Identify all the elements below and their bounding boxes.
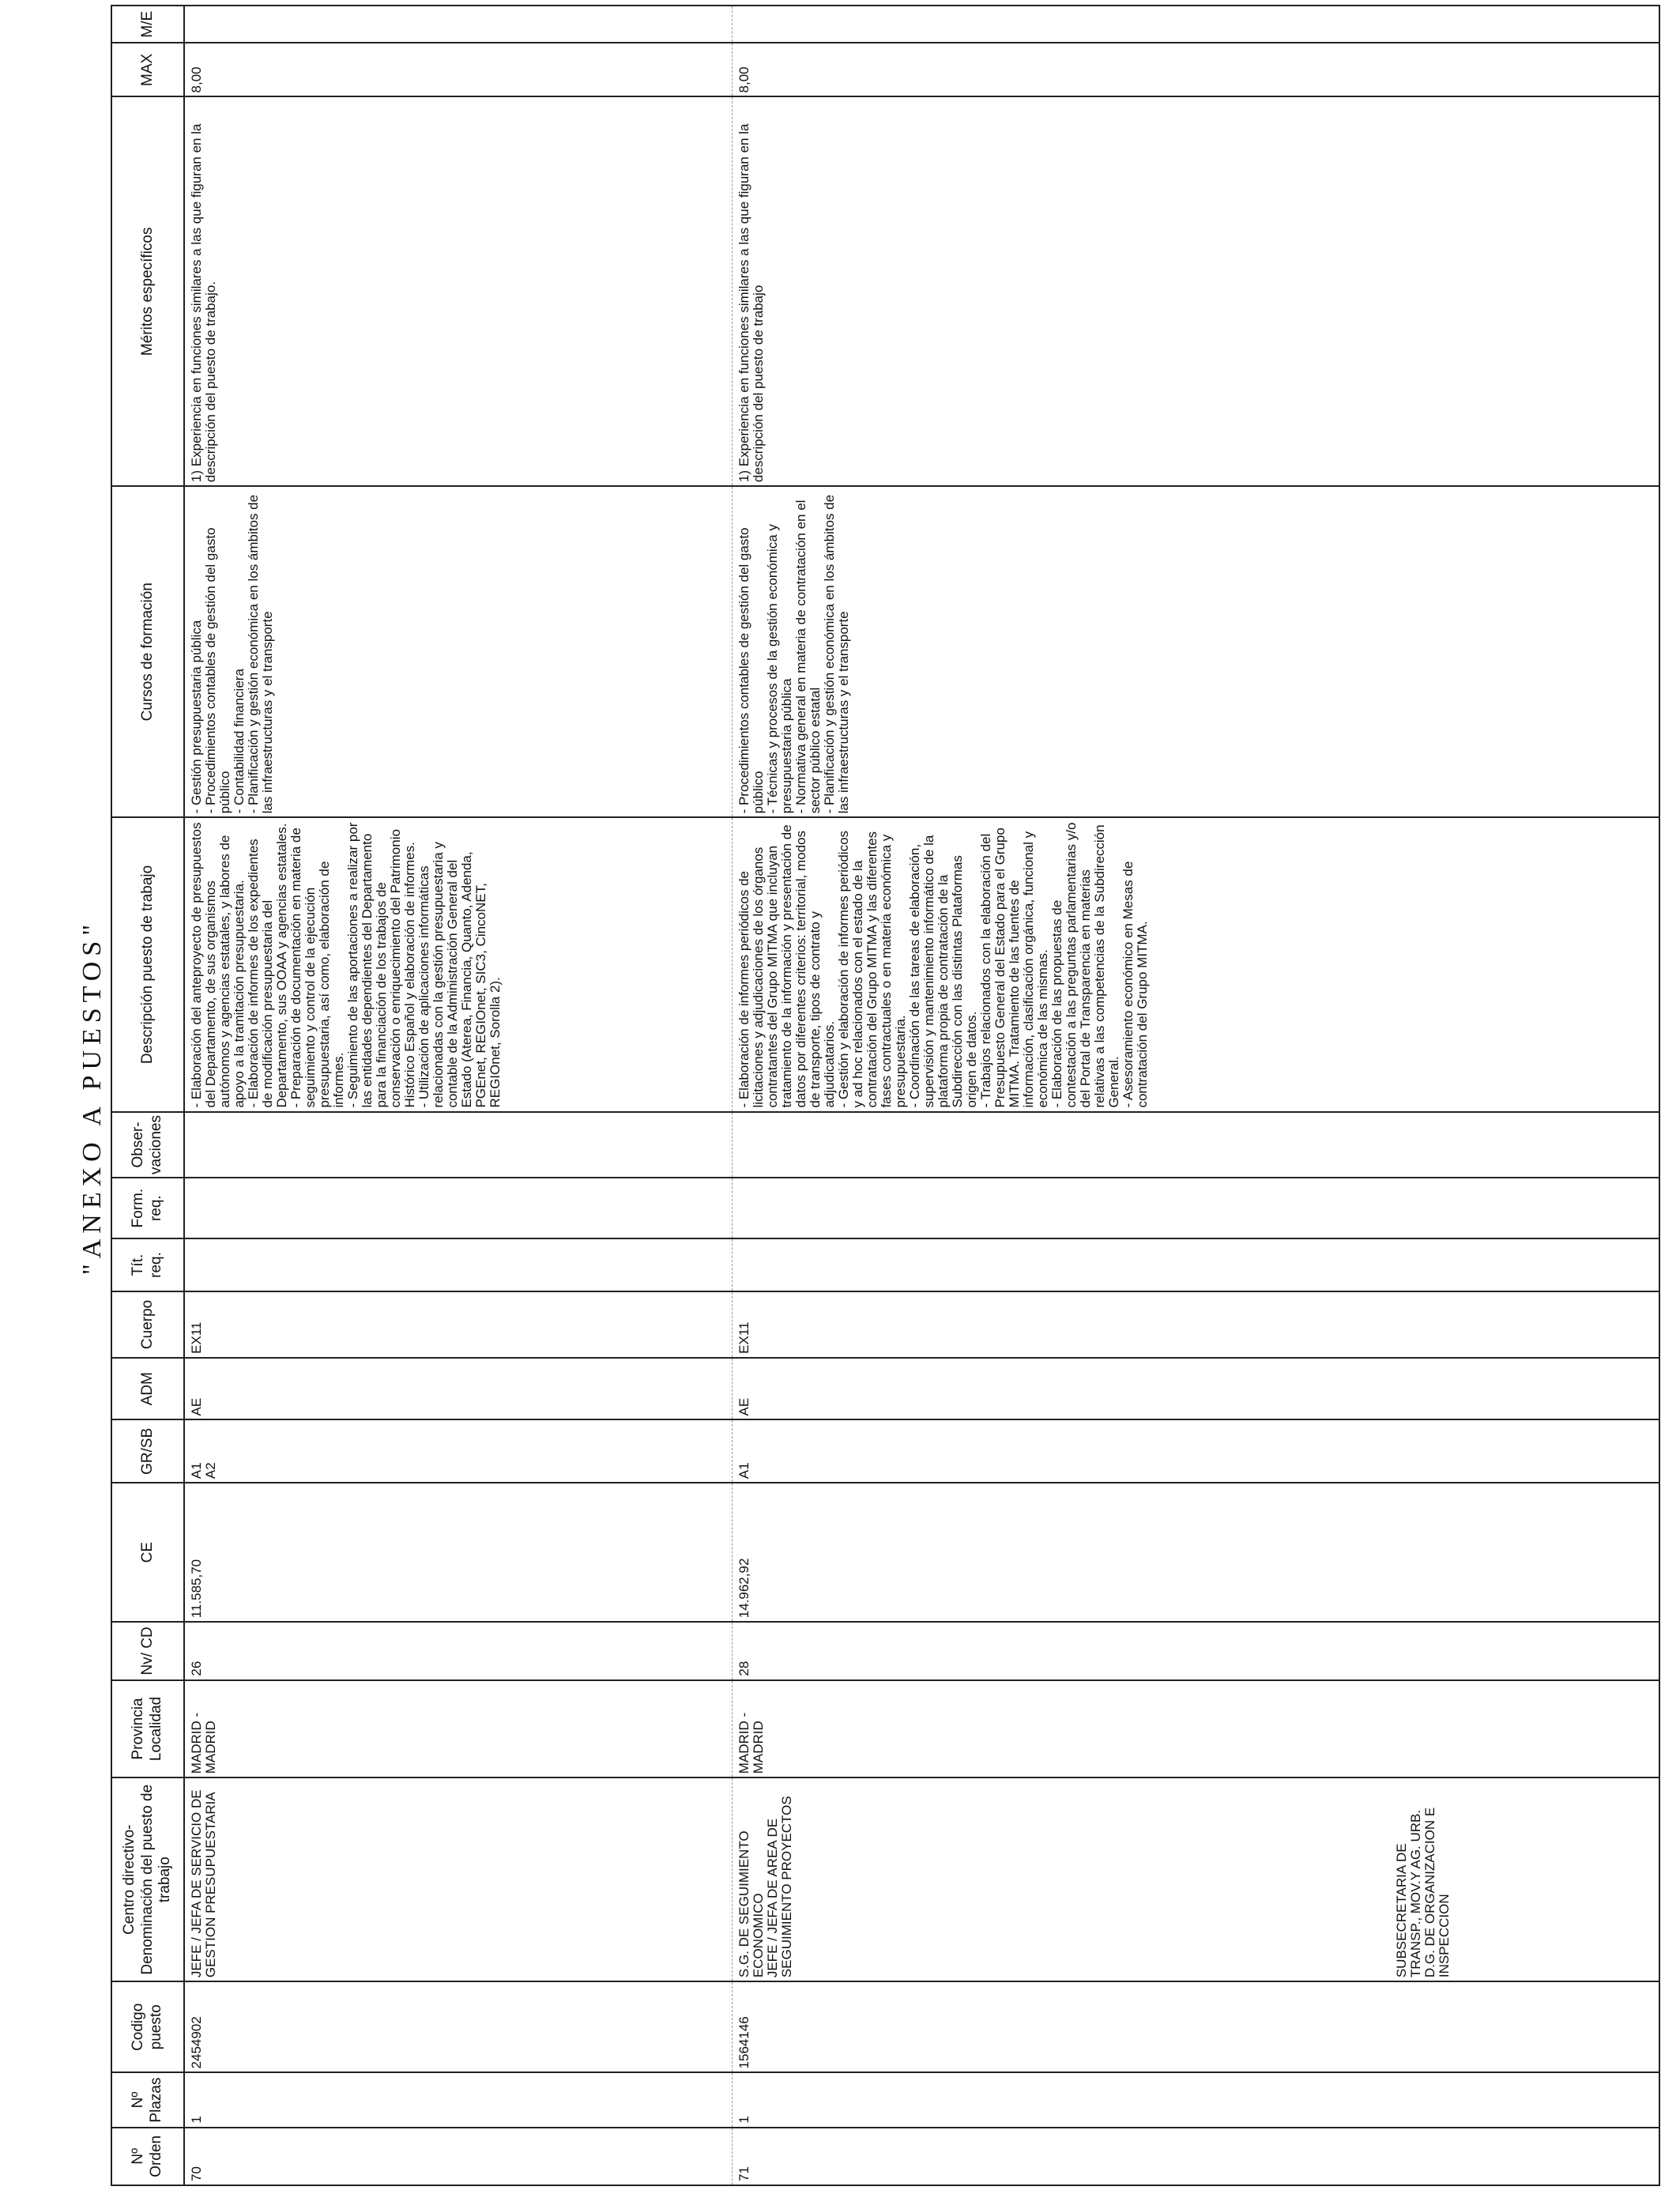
cell-codigo: 1564146 [733, 1981, 1660, 2072]
header-plazas: Nº Plazas [111, 2072, 184, 2127]
cell-nivel: 28 [733, 1622, 1660, 1679]
cell-form [733, 1178, 1660, 1238]
cell-meritos: 1) Experiencia en funciones similares a las que figuran en la descripción del puesto de trabajo [733, 96, 1660, 486]
header-tit: Tít. req. [111, 1238, 184, 1291]
table-header-row [111, 6, 184, 2185]
cell-centro: JEFE / JEFA DE SERVICIO DE GESTION PRESUPUESTARIA [184, 1777, 733, 1981]
cell-grsb: A1 [733, 1419, 1660, 1483]
header-centro: Centro directivo- Denominación del puesto de trabajo [111, 1777, 184, 1981]
header-form: Form. req. [111, 1178, 184, 1238]
cell-cursos: - Gestión presupuestaria pública - Procedimientos contables de gestión del gasto público - Contabilidad financiera - Planificación y gestión económica en los ámbitos de las infraestructuras y el transporte [184, 486, 733, 817]
cell-provincia: MADRID - MADRID [184, 1680, 733, 1778]
cell-cuerpo: EX11 [733, 1291, 1660, 1358]
table-row [733, 6, 1660, 2185]
cell-nivel: 26 [184, 1622, 733, 1679]
cell-cuerpo: EX11 [184, 1291, 733, 1358]
header-meritos: Méritos específicos [111, 96, 184, 486]
cell-cursos: - Procedimientos contables de gestión del gasto público - Técnicas y procesos de la gestión económica y presupuestaria pública - Normativa general en materia de contratación en el sector público estatal - Planificación y gestión económica en los ámbitos de las infraestructuras y el transporte [733, 486, 1660, 817]
header-nivel: Nv/ CD [111, 1622, 184, 1679]
header-codigo: Codigo puesto [111, 1981, 184, 2072]
header-max: MAX [111, 43, 184, 96]
cell-orden: 71 [733, 2128, 1660, 2185]
header-cursos: Cursos de formación [111, 486, 184, 817]
header-obs: Obser- vaciones [111, 1112, 184, 1178]
cell-form [184, 1178, 733, 1238]
cell-ce: 14.962,92 [733, 1483, 1660, 1622]
header-cuerpo: Cuerpo [111, 1291, 184, 1358]
group-heading: S.G. DE SEGUIMIENTO ECONOMICO [736, 1830, 767, 1978]
cell-obs [733, 1112, 1660, 1178]
header-orden: Nº Orden [111, 2128, 184, 2185]
cell-max: 8,00 [184, 43, 733, 96]
cell-max: 8,00 [733, 43, 1660, 96]
cell-orden: 70 [184, 2128, 733, 2185]
table-row [184, 6, 733, 2185]
cell-adm: AE [733, 1358, 1660, 1420]
cell-descripcion: - Elaboración del anteproyecto de presupuestos del Departamento, de sus organismos autónomos y agencias estatales, y labores de apoyo a la tramitación presupuestaria. - Elaboración de informes de los expedientes de modificación presupuestaria del Departamento, sus OOAA y agencias estatales. - Preparación de documentación en materia de seguimiento y control de la ejecución presupuestaria, así como, elaboración de informes. - Seguimiento de las aportaciones a realizar por las entidades dependientes del Departamento para la financiación de los trabajos de conservación o enriquecimiento del Patrimonio Histórico Español y elaboración de informes. - Utilización de aplicaciones informáticas relacionadas con la gestión presupuestaria y contable de la Administración General del Estado (Aterea, Financia, Quanto, Adenda, PGEnet, REGIOnet, SIC3, CincoNET, REGIOnet, Sorolla 2). [184, 817, 733, 1111]
footer-unit: SUBSECRETARIA DE TRANSP., MOV.Y AG. URB. D.G. DE ORGANIZACION E INSPECCION [1394, 1807, 1452, 1978]
cell-meritos: 1) Experiencia en funciones similares a las que figuran en la descripción del puesto de trabajo. [184, 96, 733, 486]
cell-obs [184, 1112, 733, 1178]
cell-tit [184, 1238, 733, 1291]
cell-centro-group [733, 1777, 1660, 1981]
header-descripcion: Descripción puesto de trabajo [111, 817, 184, 1111]
page-title: "ANEXO A PUESTOS" [77, 918, 107, 1276]
header-grsb: GR/SB [111, 1419, 184, 1483]
cell-adm: AE [184, 1358, 733, 1420]
cell-me [184, 6, 733, 43]
cell-ce: 11.585,70 [184, 1483, 733, 1622]
cell-plazas: 1 [733, 2072, 1660, 2127]
header-adm: ADM [111, 1358, 184, 1420]
positions-table [111, 5, 1660, 2186]
cell-plazas: 1 [184, 2072, 733, 2127]
cell-codigo: 2454902 [184, 1981, 733, 2072]
cell-me [733, 6, 1660, 43]
cell-grsb: A1 A2 [184, 1419, 733, 1483]
header-ce: CE [111, 1483, 184, 1622]
cell-centro: JEFE / JEFA DE AREA DE SEGUIMIENTO PROYECTOS [765, 1796, 795, 1978]
header-provincia: Provincia Localidad [111, 1680, 184, 1778]
cell-provincia: MADRID - MADRID [733, 1680, 1660, 1778]
cell-tit [733, 1238, 1660, 1291]
cell-descripcion: - Elaboración de informes periódicos de licitaciones y adjudicaciones de los órganos contratantes del Grupo MITMA que incluyan tratamiento de la información y presentación de datos por diferentes criterios: territorial, modos de transporte, tipos de contrato y adjudicatarios. - Gestión y elaboración de informes periódicos y ad hoc relacionados con el estado de la contratación del Grupo MITMA y las diferentes fases contractuales o en materia económica y presupuestaria. - Coordinación de las tareas de elaboración, supervisión y mantenimiento informático de la plataforma propia de contratación de la Subdirección con las distintas Plataformas origen de datos. - Trabajos relacionados con la elaboración del Presupuesto General del Estado para el Grupo MITMA. Tratamiento de las fuentes de información, clasificación orgánica, funcional y económica de las mismas. - Elaboración de las propuestas de contestación a las preguntas parlamentarias y/o del Portal de Transparencia en materias relativas a las competencias de la Subdirección General. - Asesoramiento económico en Mesas de contratación del Grupo MITMA. [733, 817, 1660, 1111]
header-me: M/E [111, 6, 184, 43]
